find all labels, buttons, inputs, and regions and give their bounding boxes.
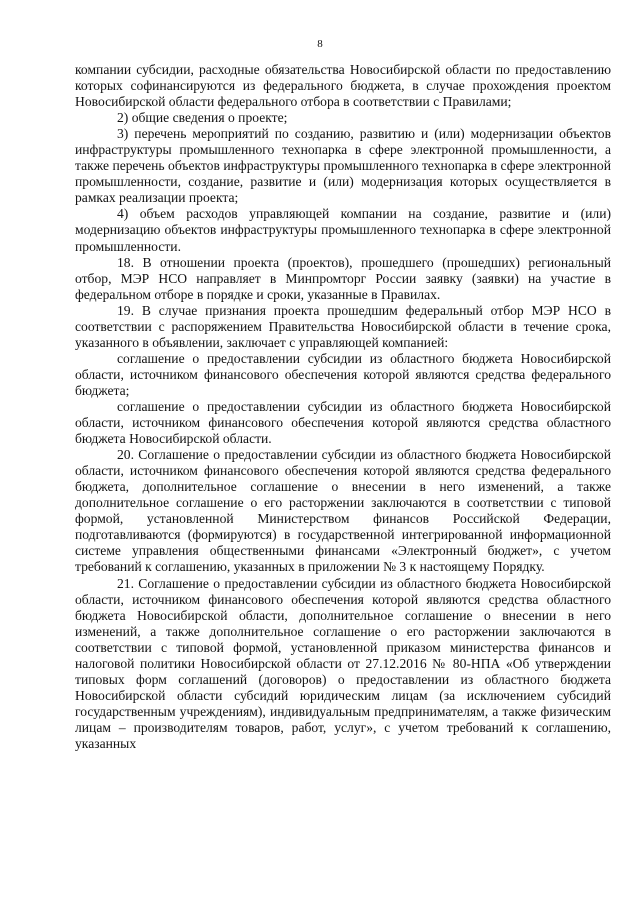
paragraph-agreement-federal: соглашение о предоставлении субсидии из областного бюджета Новосибирской области, источником финансового обеспечения которой являются средства федерального бюджета; [75, 350, 611, 398]
paragraph-item-3: 3) перечень мероприятий по созданию, развитию и (или) модернизации объектов инфраструктуры промышленного технопарка в сфере электронной промышленности, а также перечень объектов инфраструктуры промышленного технопарка в сфере электронной промышленности, создание, развитие и (или) модернизация которых осуществляется в рамках реализации проекта; [75, 126, 611, 206]
document-body [75, 62, 611, 752]
paragraph-clause-18: 18. В отношении проекта (проектов), прошедшего (прошедших) региональный отбор, МЭР НСО направляет в Минпромторг России заявку (заявки) на участие в федеральном отборе в порядке и сроки, указанные в Правилах. [75, 254, 611, 302]
paragraph-agreement-regional: соглашение о предоставлении субсидии из областного бюджета Новосибирской области, источником финансового обеспечения которой являются средства областного бюджета Новосибирской области. [75, 398, 611, 447]
paragraph-clause-21: 21. Соглашение о предоставлении субсидии из областного бюджета Новосибирской области, источником финансового обеспечения которой являются средства областного бюджета Новосибирской области, дополнительное соглашение о внесении в него изменений, а также дополнительное соглашение о его расторжении заключаются в соответствии с типовой формой, установленной приказом министерства финансов и налоговой политики Новосибирской области от 27.12.2016 № 80-НПА «Об утверждении типовых форм соглашений (договоров) о предоставлении из областного бюджета Новосибирской области субсидий юридическим лицам (за исключением субсидий государственным учреждениям), индивидуальным предпринимателям, а также физическим лицам – производителям товаров, работ, услуг», с учетом требований к соглашению, указанных [75, 575, 611, 751]
paragraph-continuation: компании субсидии, расходные обязательства Новосибирской области по предоставлению которых софинансируются из федерального бюджета, в случае прохождения проектом Новосибирской области федерального отбора в соответствии с Правилами; [75, 62, 611, 110]
paragraph-clause-20: 20. Соглашение о предоставлении субсидии из областного бюджета Новосибирской области, источником финансового обеспечения которой являются средства федерального бюджета, дополнительное соглашение о внесении в него изменений, а также дополнительное соглашение о его расторжении заключаются в соответствии с типовой формой, установленной Министерством финансов Российской Федерации, подготавливаются (формируются) в государственной интегрированной информационной системе управления общественными финансами «Электронный бюджет», с учетом требований к соглашению, указанных в приложении № 3 к настоящему Порядку. [75, 447, 611, 575]
page-number: 8 [317, 38, 323, 50]
paragraph-item-4: 4) объем расходов управляющей компании на создание, развитие и (или) модернизацию объектов инфраструктуры промышленного технопарка в сфере электронной промышленности. [75, 206, 611, 254]
paragraph-item-2: 2) общие сведения о проекте; [117, 110, 288, 126]
paragraph-clause-19: 19. В случае признания проекта прошедшим федеральный отбор МЭР НСО в соответствии с распоряжением Правительства Новосибирской области в течение срока, указанного в объявлении, заключает с управляющей компанией: [75, 302, 611, 350]
